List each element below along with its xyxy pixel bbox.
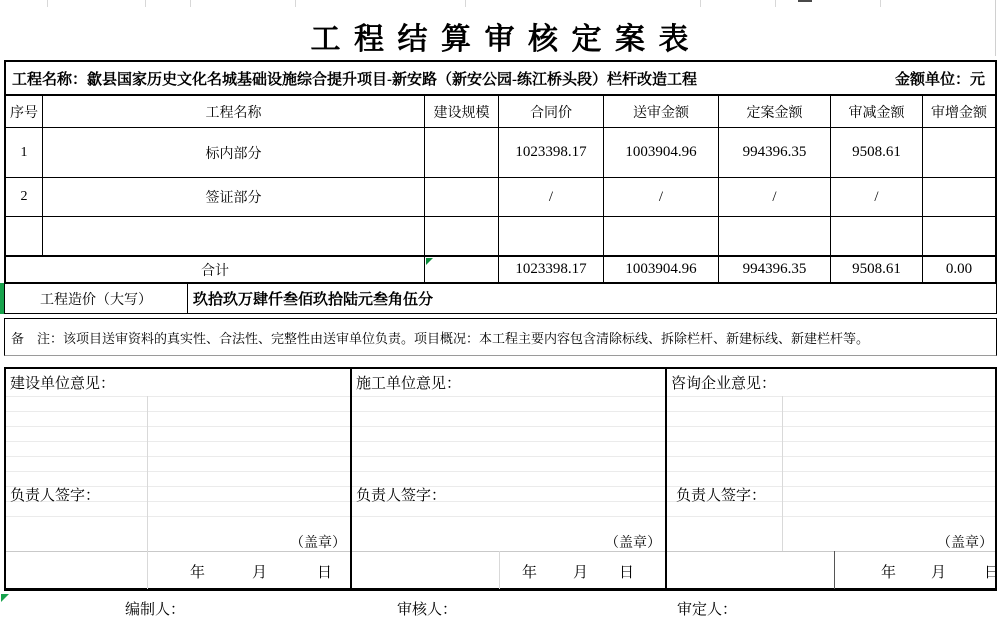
gridline bbox=[6, 411, 995, 412]
page-title: 工 程 结 算 审 核 定 案 表 bbox=[310, 23, 692, 56]
cell-total-label[interactable]: 合计 bbox=[6, 256, 425, 282]
cell-row1-name[interactable]: 标内部分 bbox=[43, 128, 425, 178]
signer-label-construction[interactable]: 负责人签字： bbox=[10, 488, 101, 504]
project-name: 工程名称：歙县国家历史文化名城基础设施综合提升项目-新安路（新安公园-练江桥头段）栏杆改造工程 bbox=[12, 71, 697, 88]
cell-row3-submitted[interactable] bbox=[604, 217, 719, 256]
cell-total-submitted[interactable]: 1003904.96 bbox=[604, 256, 719, 282]
opinion-title-construction[interactable]: 建设单位意见： bbox=[10, 376, 116, 392]
gridline bbox=[295, 0, 296, 7]
opinion-title-consultant[interactable]: 咨询企业意见： bbox=[671, 376, 777, 392]
cell-total-scale[interactable] bbox=[425, 256, 499, 282]
gridline bbox=[145, 0, 146, 7]
cell-row3-increased[interactable] bbox=[923, 217, 995, 256]
cell-row3-no[interactable] bbox=[6, 217, 43, 256]
opinion-title-contractor[interactable]: 施工单位意见： bbox=[356, 376, 462, 392]
date-month-construction: 月 bbox=[252, 565, 268, 581]
signer-label-contractor[interactable]: 负责人签字： bbox=[356, 488, 447, 504]
cell-total-contract[interactable]: 1023398.17 bbox=[499, 256, 604, 282]
cell-row2-submitted[interactable]: / bbox=[604, 178, 719, 217]
header-cell-submitted[interactable]: 送审金额 bbox=[604, 96, 719, 128]
cell-row2-name[interactable]: 签证部分 bbox=[43, 178, 425, 217]
gridline bbox=[6, 426, 995, 427]
gridline bbox=[775, 0, 776, 7]
gridline bbox=[6, 516, 995, 517]
amount-in-words-label[interactable]: 工程造价（大写） bbox=[5, 284, 188, 313]
cell-row1-increased[interactable] bbox=[923, 128, 995, 178]
gridline bbox=[6, 441, 995, 442]
header-cell-increased[interactable]: 审增金额 bbox=[923, 96, 995, 128]
cell-row2-scale[interactable] bbox=[425, 178, 499, 217]
remark-text: 该项目送审资料的真实性、合法性、完整性由送审单位负责。项目概况：本工程主要内容包含清除标线、拆除栏杆、新建标线、新建栏杆等。 bbox=[63, 330, 870, 346]
header-cell-finalized[interactable]: 定案金额 bbox=[719, 96, 831, 128]
cell-row1-reduced[interactable]: 9508.61 bbox=[831, 128, 923, 178]
gridline bbox=[6, 471, 995, 472]
signer-label-consultant[interactable]: 负责人签字： bbox=[676, 488, 767, 504]
cell-row3-contract[interactable] bbox=[499, 217, 604, 256]
cell-total-reduced[interactable]: 9508.61 bbox=[831, 256, 923, 282]
seal-label-consultant: （盖章） bbox=[937, 536, 993, 551]
cell-total-increased[interactable]: 0.00 bbox=[923, 256, 995, 282]
date-day-consultant: 日 bbox=[984, 565, 1000, 581]
cell-row2-increased[interactable] bbox=[923, 178, 995, 217]
header-cell-scale[interactable]: 建设规模 bbox=[425, 96, 499, 128]
date-day-contractor: 日 bbox=[619, 565, 635, 581]
gridline bbox=[700, 0, 701, 7]
gridline bbox=[6, 396, 995, 397]
header-cell-name[interactable]: 工程名称 bbox=[43, 96, 425, 128]
gridline bbox=[880, 0, 881, 7]
gridline bbox=[465, 0, 466, 7]
cell-row3-name[interactable] bbox=[43, 217, 425, 256]
header-cell-reduced[interactable]: 审减金额 bbox=[831, 96, 923, 128]
date-year-construction: 年 bbox=[190, 565, 206, 581]
date-year-contractor: 年 bbox=[522, 565, 538, 581]
gridline bbox=[6, 456, 995, 457]
amount-in-words-value[interactable]: 玖拾玖万肆仟叁佰玖拾陆元叁角伍分 bbox=[193, 292, 434, 308]
date-year-consultant: 年 bbox=[881, 565, 897, 581]
cell-row2-finalized[interactable]: / bbox=[719, 178, 831, 217]
gridline bbox=[834, 551, 835, 589]
opinion-section bbox=[4, 367, 1000, 591]
preparer-label[interactable]: 编制人： bbox=[125, 602, 186, 618]
cell-row3-reduced[interactable] bbox=[831, 217, 923, 256]
gridline bbox=[147, 396, 148, 589]
seal-label-construction: （盖章） bbox=[290, 536, 346, 551]
gridline bbox=[6, 486, 995, 487]
gridline bbox=[782, 396, 783, 551]
cell-total-finalized[interactable]: 994396.35 bbox=[719, 256, 831, 282]
approver-label[interactable]: 审定人： bbox=[677, 602, 738, 618]
date-month-contractor: 月 bbox=[573, 565, 589, 581]
cell-row1-finalized[interactable]: 994396.35 bbox=[719, 128, 831, 178]
cell-row2-no[interactable]: 2 bbox=[6, 178, 43, 217]
gridline bbox=[190, 0, 191, 7]
remark-row[interactable] bbox=[4, 318, 997, 356]
column-divider bbox=[350, 369, 352, 588]
gridline bbox=[499, 551, 500, 589]
settlement-table bbox=[4, 94, 997, 284]
date-month-consultant: 月 bbox=[931, 565, 947, 581]
project-name-row[interactable] bbox=[4, 60, 997, 94]
cell-row3-scale[interactable] bbox=[425, 217, 499, 256]
reviewer-label[interactable]: 审核人： bbox=[397, 602, 458, 618]
remark-label: 备 注： bbox=[11, 330, 64, 346]
amount-in-words-row bbox=[4, 283, 997, 314]
gridline bbox=[47, 0, 48, 7]
date-day-construction: 日 bbox=[317, 565, 333, 581]
sheet-corner-triangle bbox=[1, 594, 9, 602]
seal-label-contractor: （盖章） bbox=[605, 536, 661, 551]
header-cell-contract[interactable]: 合同价 bbox=[499, 96, 604, 128]
cell-row2-contract[interactable]: / bbox=[499, 178, 604, 217]
cell-row1-contract[interactable]: 1023398.17 bbox=[499, 128, 604, 178]
cell-row1-no[interactable]: 1 bbox=[6, 128, 43, 178]
error-indicator-triangle bbox=[426, 258, 433, 265]
gridline bbox=[6, 501, 995, 502]
header-cell-no[interactable]: 序号 bbox=[6, 96, 43, 128]
column-divider bbox=[665, 369, 667, 588]
cell-mark bbox=[798, 0, 812, 2]
cell-row3-finalized[interactable] bbox=[719, 217, 831, 256]
cell-row1-scale[interactable] bbox=[425, 128, 499, 178]
cell-row2-reduced[interactable]: / bbox=[831, 178, 923, 217]
gridline bbox=[6, 551, 995, 552]
amount-unit-label: 金额单位：元 bbox=[894, 71, 985, 88]
cell-row1-submitted[interactable]: 1003904.96 bbox=[604, 128, 719, 178]
